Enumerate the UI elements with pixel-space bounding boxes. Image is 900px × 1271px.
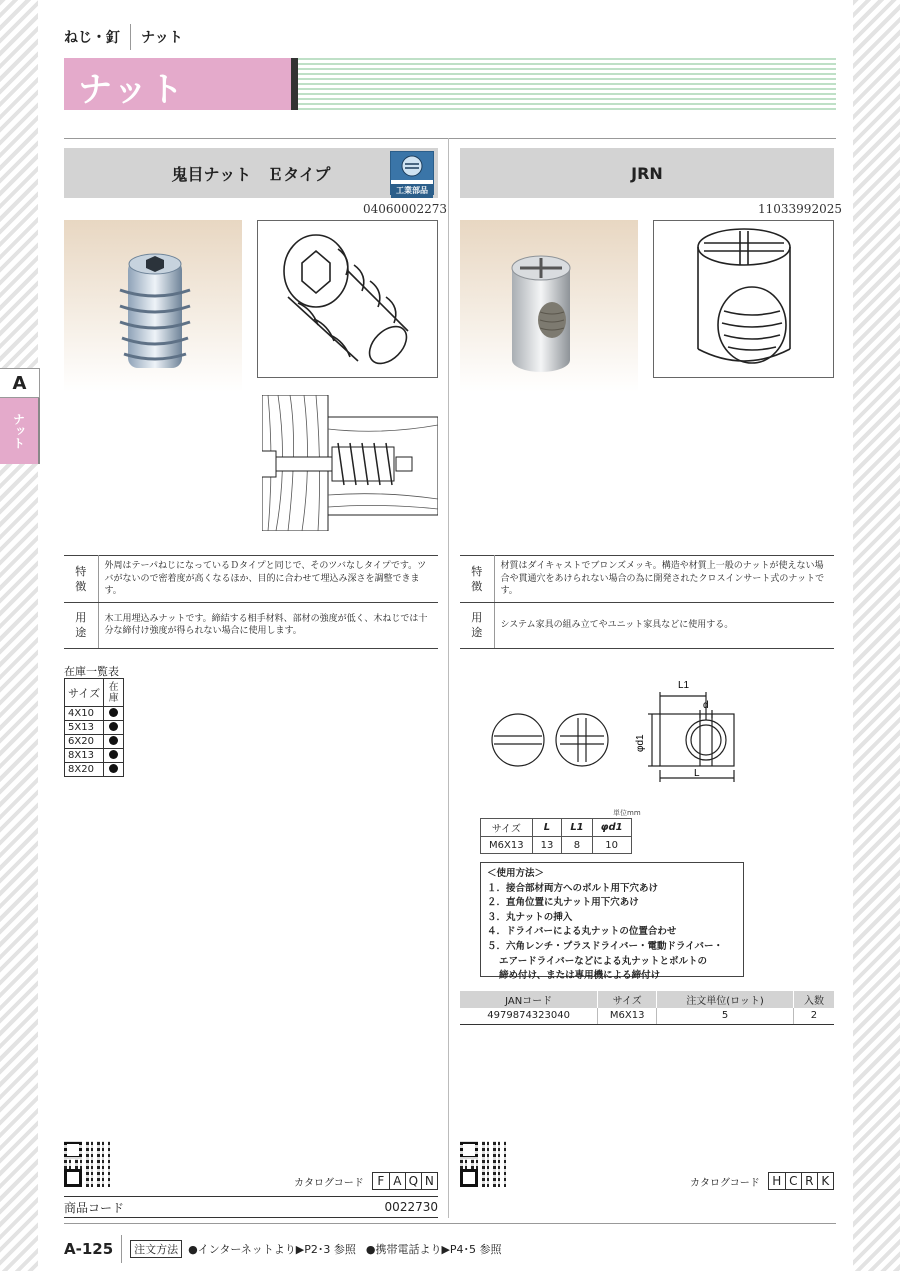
stock-row bbox=[65, 763, 124, 777]
usage-step: ＜使用方法＞ bbox=[487, 868, 545, 879]
dim-cell: 10 bbox=[592, 837, 631, 854]
stock-size: 8X20 bbox=[65, 763, 104, 777]
breadcrumb-divider bbox=[130, 24, 131, 50]
footer-divider bbox=[121, 1235, 122, 1263]
left-stripe-decoration bbox=[0, 0, 38, 1271]
usage-step: ３．丸ナットの挿入 bbox=[487, 911, 573, 923]
left-spec-usage-row bbox=[64, 602, 438, 648]
page-footer bbox=[64, 1238, 512, 1260]
left-spec-features-row bbox=[64, 556, 438, 603]
left-features-text: 外周はテーパねじになっているＤタイプと同じで、そのツバなしタイプです。ツバがないので密着度が高くなるほか、目的に合わせて埋込み深さを調整できます。 bbox=[98, 556, 438, 603]
stock-header-size: サイズ bbox=[65, 679, 104, 707]
jan-cell: 4979874323040 bbox=[460, 1008, 598, 1024]
left-product-header bbox=[64, 148, 438, 198]
left-product-code: 04060002273 bbox=[363, 202, 447, 216]
threaded-insert-line-icon bbox=[258, 221, 437, 377]
usage-step: ４．ドライバーによる丸ナットの位置合わせ bbox=[487, 926, 677, 938]
dim-cell: 13 bbox=[532, 837, 562, 854]
in-stock-dot-icon bbox=[109, 736, 118, 745]
right-product-photo bbox=[460, 220, 638, 392]
stock-row bbox=[65, 721, 124, 735]
stock-header-stock: 在庫 bbox=[104, 679, 124, 707]
left-product-drawing bbox=[257, 220, 438, 378]
right-catalog-label: カタログコード bbox=[690, 1177, 760, 1189]
section-title-block bbox=[64, 58, 294, 110]
order-method-label: 注文方法 bbox=[130, 1240, 182, 1258]
left-installation-diagram bbox=[262, 395, 438, 531]
wood-cross-section-icon bbox=[262, 395, 438, 531]
left-usage-label: 用途 bbox=[64, 602, 98, 648]
jan-header: 注文単位(ロット) bbox=[657, 991, 794, 1008]
jan-cell: M6X13 bbox=[598, 1008, 657, 1024]
dim-header: L1 bbox=[562, 819, 592, 837]
usage-step: ５．六角レンチ・プラスドライバー・電動ドライバー・ bbox=[487, 940, 724, 952]
left-qr-code-icon[interactable] bbox=[64, 1141, 110, 1187]
dimension-table bbox=[480, 818, 632, 854]
cross-dowel-photo-icon bbox=[460, 220, 638, 392]
breadcrumb-sub: ナット bbox=[141, 30, 183, 46]
in-stock-dot-icon bbox=[109, 722, 118, 731]
stock-size: 6X20 bbox=[65, 735, 104, 749]
dimension-row bbox=[481, 837, 632, 854]
title-accent-bar bbox=[291, 58, 298, 110]
jan-row bbox=[460, 1008, 834, 1024]
right-spec-usage-row bbox=[460, 602, 834, 648]
dimension-header-row bbox=[481, 819, 632, 837]
in-stock-dot-icon bbox=[109, 764, 118, 773]
stock-row bbox=[65, 749, 124, 763]
breadcrumb-category: ねじ・釘 bbox=[64, 30, 120, 46]
threaded-insert-photo-icon bbox=[64, 220, 242, 392]
catalog-code-char: K bbox=[817, 1173, 833, 1189]
stock-size: 8X13 bbox=[65, 749, 104, 763]
section-title: ナット bbox=[78, 70, 186, 110]
right-spec-features-row bbox=[460, 556, 834, 603]
dim-label-d: d bbox=[703, 700, 709, 711]
left-catalog-code bbox=[294, 1172, 438, 1190]
in-stock-dot-icon bbox=[109, 750, 118, 759]
column-divider bbox=[448, 138, 449, 1218]
unit-label: 単位mm bbox=[613, 809, 641, 817]
side-tab-letter[interactable]: A bbox=[0, 368, 40, 398]
product-code-label: 商品コード bbox=[64, 1200, 125, 1215]
stock-size: 5X13 bbox=[65, 721, 104, 735]
dim-cell: 8 bbox=[562, 837, 592, 854]
jan-header: JANコード bbox=[460, 991, 598, 1008]
side-tab-label[interactable]: ナット bbox=[0, 398, 40, 464]
stock-row bbox=[65, 707, 124, 721]
left-features-label: 特徴 bbox=[64, 556, 98, 603]
stock-header-row bbox=[65, 679, 124, 707]
catalog-code-char: Q bbox=[405, 1173, 421, 1189]
in-stock-dot-icon bbox=[109, 708, 118, 717]
right-product-code: 11033992025 bbox=[758, 202, 842, 216]
catalog-code-char: H bbox=[772, 1174, 782, 1188]
breadcrumb bbox=[64, 26, 183, 48]
right-product-header bbox=[460, 148, 834, 198]
cross-dowel-line-icon bbox=[654, 221, 833, 377]
right-usage-text: システム家具の組み立てやユニット家具などに使用する。 bbox=[494, 602, 834, 648]
usage-step: エアードライバーなどによる丸ナットとボルトの bbox=[499, 955, 708, 967]
industrial-parts-badge bbox=[390, 151, 434, 195]
right-qr-code-icon[interactable] bbox=[460, 1141, 506, 1187]
catalog-code-char: F bbox=[377, 1174, 385, 1188]
catalog-code-char: N bbox=[421, 1173, 437, 1189]
jan-cell: 2 bbox=[793, 1008, 834, 1024]
dim-header: サイズ bbox=[481, 819, 533, 837]
left-spec-table bbox=[64, 555, 438, 649]
jan-header: 入数 bbox=[793, 991, 834, 1008]
stock-table-title: 在庫一覧表 bbox=[64, 665, 119, 678]
jan-header: サイズ bbox=[598, 991, 657, 1008]
right-product-name: JRN bbox=[631, 163, 663, 183]
dimension-diagram bbox=[480, 670, 750, 790]
top-rule bbox=[64, 138, 836, 139]
jan-table bbox=[460, 991, 834, 1025]
left-usage-text: 木工用埋込みナットです。締結する相手材料、部材の強度が低く、木ねじでは十分な締付け強度が得られない場合に使用します。 bbox=[98, 602, 438, 648]
dim-label-length: L bbox=[694, 768, 700, 779]
screw-icon bbox=[391, 152, 433, 180]
right-usage-label: 用途 bbox=[460, 602, 494, 648]
right-spec-table bbox=[460, 555, 834, 649]
catalog-code-char: C bbox=[785, 1173, 801, 1189]
industrial-parts-badge-label: 工業部品 bbox=[391, 184, 433, 198]
right-catalog-code bbox=[690, 1172, 834, 1190]
internet-order-note[interactable]: ●インターネットより▶P2･3 参照 bbox=[188, 1243, 356, 1256]
right-product-drawing bbox=[653, 220, 834, 378]
dim-header: L bbox=[532, 819, 562, 837]
stock-table bbox=[64, 678, 124, 777]
product-code-value: 0022730 bbox=[384, 1200, 438, 1214]
usage-step: 締め付け、または専用機による締付け bbox=[499, 970, 661, 982]
dim-label-phi: φd1 bbox=[635, 734, 646, 752]
right-features-label: 特徴 bbox=[460, 556, 494, 603]
bottom-rule bbox=[64, 1223, 836, 1224]
catalog-code-char: A bbox=[389, 1173, 405, 1189]
dim-cell: M6X13 bbox=[481, 837, 533, 854]
mobile-order-note[interactable]: ●携帯電話より▶P4･5 参照 bbox=[365, 1243, 502, 1256]
jan-header-row bbox=[460, 991, 834, 1008]
product-code-row bbox=[64, 1196, 438, 1218]
left-product-photo bbox=[64, 220, 242, 392]
dimension-drawing-icon bbox=[480, 670, 750, 790]
left-product-name: 鬼目ナット Ｅタイプ bbox=[171, 164, 331, 184]
stock-size: 4X10 bbox=[65, 707, 104, 721]
jan-cell: 5 bbox=[657, 1008, 794, 1024]
dim-header: φd1 bbox=[592, 819, 631, 837]
stock-row bbox=[65, 735, 124, 749]
right-features-text: 材質はダイキャストでブロンズメッキ。構造や材質上一般のナットが使えない場合や貫通穴をあけられない場合の為に開発されたクロスインサート式のナットです。 bbox=[494, 556, 834, 603]
usage-instructions bbox=[480, 862, 744, 982]
page-number: A-125 bbox=[64, 1240, 114, 1258]
usage-step: ２．直角位置に丸ナット用下穴あけ bbox=[487, 897, 639, 909]
dim-label-l1: L1 bbox=[678, 680, 690, 691]
usage-step: １．接合部材両方へのボルト用下穴あけ bbox=[487, 882, 659, 894]
left-catalog-label: カタログコード bbox=[294, 1177, 364, 1189]
catalog-code-char: R bbox=[801, 1173, 817, 1189]
right-stripe-decoration bbox=[853, 0, 900, 1271]
